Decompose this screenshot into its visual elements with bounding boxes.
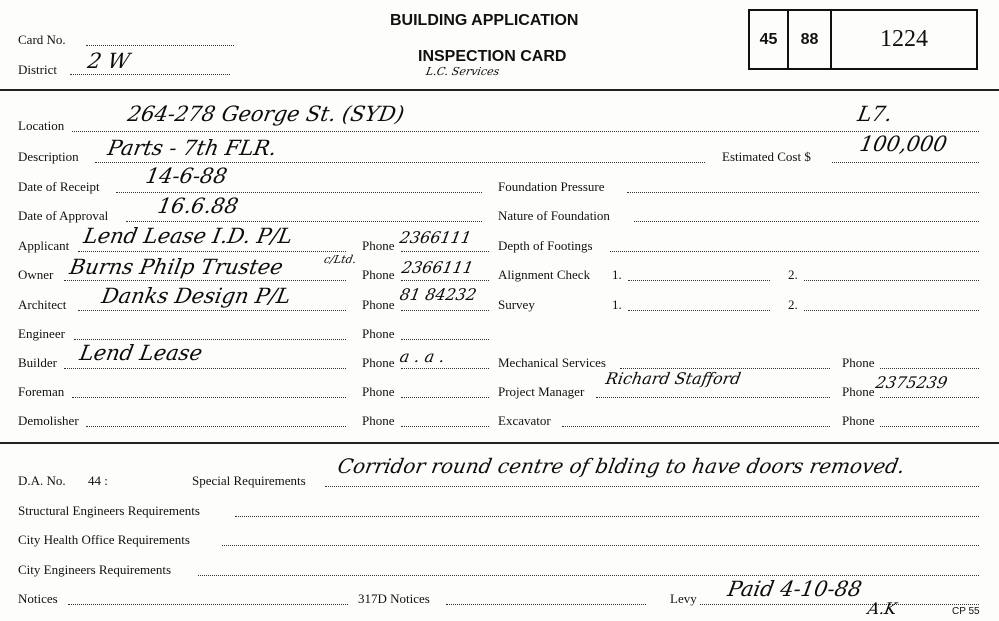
- builder-phone: a . a .: [398, 347, 447, 366]
- card-no-line: [86, 45, 234, 46]
- special-requirements-label: Special Requirements: [192, 473, 306, 488]
- district-line: [70, 74, 230, 75]
- structural-label: Structural Engineers Requirements: [18, 503, 200, 518]
- health-line: [222, 545, 979, 546]
- card-subtitle: INSPECTION CARD: [418, 48, 567, 65]
- engineer-phone-label: Phone: [362, 326, 395, 341]
- date-approval-value: 16.6.88: [155, 194, 241, 218]
- card-number-part3: 1224: [880, 26, 928, 52]
- demolisher-phone-label: Phone: [362, 413, 395, 428]
- description-line: [95, 162, 705, 163]
- header-divider: [0, 89, 999, 91]
- special-requirements-line: [325, 486, 979, 487]
- nature-foundation-line: [634, 221, 979, 222]
- excavator-phone-label: Phone: [842, 413, 875, 428]
- foundation-pressure-line: [627, 192, 979, 193]
- services-note: L.C. Services: [424, 65, 501, 78]
- engineer-label: Engineer: [18, 326, 65, 341]
- demolisher-line: [86, 426, 346, 427]
- demolisher-label: Demolisher: [18, 413, 79, 428]
- alignment-check-label: Alignment Check: [498, 267, 591, 282]
- foreman-phone-label: Phone: [362, 384, 395, 399]
- foundation-pressure-label: Foundation Pressure: [498, 179, 605, 194]
- nature-foundation-label: Nature of Foundation: [498, 208, 610, 223]
- engineer-phone-line: [401, 339, 489, 340]
- notices-line: [68, 604, 348, 605]
- levy-label: Levy: [670, 591, 697, 606]
- city-engineers-line: [198, 575, 979, 576]
- owner-note: c/Ltd.: [322, 253, 358, 266]
- card-title: BUILDING APPLICATION: [390, 12, 579, 29]
- date-approval-label: Date of Approval: [18, 208, 109, 223]
- foreman-line: [72, 397, 346, 398]
- date-approval-line: [126, 221, 482, 222]
- district-value: 2 W: [85, 49, 132, 73]
- date-receipt-label: Date of Receipt: [18, 179, 100, 194]
- special-requirements-value: Corridor round centre of blding to have doors removed.: [335, 454, 907, 478]
- structural-line: [235, 516, 979, 517]
- alignment-line2: [804, 280, 979, 281]
- location-label: Location: [18, 118, 65, 133]
- card-number-part1: 45: [750, 11, 789, 68]
- owner-label: Owner: [18, 267, 54, 282]
- excavator-phone-line: [880, 426, 979, 427]
- project-manager-phone-line: [880, 397, 979, 398]
- excavator-line: [562, 426, 830, 427]
- alignment-line1: [628, 280, 770, 281]
- level-value: L7.: [855, 102, 895, 126]
- initials: A.K: [866, 599, 899, 618]
- levy-value: Paid 4-10-88: [725, 577, 864, 601]
- foreman-phone-line: [401, 397, 489, 398]
- survey-line2: [804, 310, 979, 311]
- architect-phone: 81 84232: [398, 285, 479, 304]
- location-line: [72, 131, 979, 132]
- description-label: Description: [18, 149, 79, 164]
- estimated-cost-value: 100,000: [857, 132, 949, 156]
- city-engineers-label: City Engineers Requirements: [18, 562, 172, 577]
- builder-line: [64, 368, 346, 369]
- builder-label: Builder: [18, 355, 57, 370]
- card-no-label: Card No.: [18, 32, 66, 47]
- foreman-label: Foreman: [18, 384, 65, 399]
- card-number-part2: 88: [789, 11, 832, 68]
- demolisher-phone-line: [401, 426, 489, 427]
- applicant-phone: 2366111: [398, 228, 473, 247]
- depth-footings-line: [610, 251, 979, 252]
- owner-phone-label: Phone: [362, 267, 395, 282]
- applicant-value: Lend Lease I.D. P/L: [81, 224, 295, 248]
- project-manager-line: [596, 397, 830, 398]
- section-divider: [0, 442, 999, 444]
- survey-label: Survey: [498, 297, 535, 312]
- health-label: City Health Office Requirements: [18, 532, 190, 547]
- description-value: Parts - 7th FLR.: [105, 136, 279, 160]
- applicant-phone-line: [401, 251, 489, 252]
- owner-phone: 2366111: [400, 258, 475, 277]
- alignment-num2: 2.: [788, 267, 798, 282]
- excavator-label: Excavator: [498, 413, 551, 428]
- alignment-num1: 1.: [612, 267, 622, 282]
- form-code: CP 55: [952, 606, 980, 617]
- da-value: 44 :: [88, 473, 108, 488]
- notices-317d-line: [446, 604, 646, 605]
- applicant-phone-label: Phone: [362, 238, 395, 253]
- survey-num1: 1.: [612, 297, 622, 312]
- district-label: District: [18, 62, 57, 77]
- notices-317d-label: 317D Notices: [358, 591, 430, 606]
- date-receipt-line: [116, 192, 482, 193]
- architect-phone-label: Phone: [362, 297, 395, 312]
- date-receipt-value: 14-6-88: [143, 164, 230, 188]
- survey-line1: [628, 310, 770, 311]
- architect-label: Architect: [18, 297, 67, 312]
- project-manager-value: Richard Stafford: [604, 369, 743, 388]
- mechanical-phone-line: [880, 368, 979, 369]
- levy-line: [700, 604, 979, 605]
- notices-label: Notices: [18, 591, 58, 606]
- mechanical-label: Mechanical Services: [498, 355, 606, 370]
- owner-value: Burns Philp Trustee: [67, 255, 285, 279]
- architect-line: [78, 310, 346, 311]
- survey-num2: 2.: [788, 297, 798, 312]
- estimated-cost-label: Estimated Cost $: [722, 149, 811, 164]
- architect-value: Danks Design P/L: [99, 284, 293, 308]
- builder-phone-line: [401, 368, 489, 369]
- owner-phone-line: [401, 280, 489, 281]
- builder-value: Lend Lease: [77, 341, 205, 365]
- owner-line: [64, 280, 346, 281]
- architect-phone-line: [401, 310, 489, 311]
- estimated-cost-line: [832, 162, 979, 163]
- depth-footings-label: Depth of Footings: [498, 238, 593, 253]
- location-value: 264-278 George St. (SYD): [125, 102, 407, 126]
- card-number-box: [748, 9, 978, 70]
- mechanical-phone-label: Phone: [842, 355, 875, 370]
- applicant-line: [78, 251, 346, 252]
- applicant-label: Applicant: [18, 238, 70, 253]
- engineer-line: [74, 339, 346, 340]
- project-manager-phone-label: Phone: [842, 384, 875, 399]
- project-manager-label: Project Manager: [498, 384, 585, 399]
- da-label: D.A. No.: [18, 473, 66, 488]
- builder-phone-label: Phone: [362, 355, 395, 370]
- project-manager-phone: 2375239: [874, 373, 949, 392]
